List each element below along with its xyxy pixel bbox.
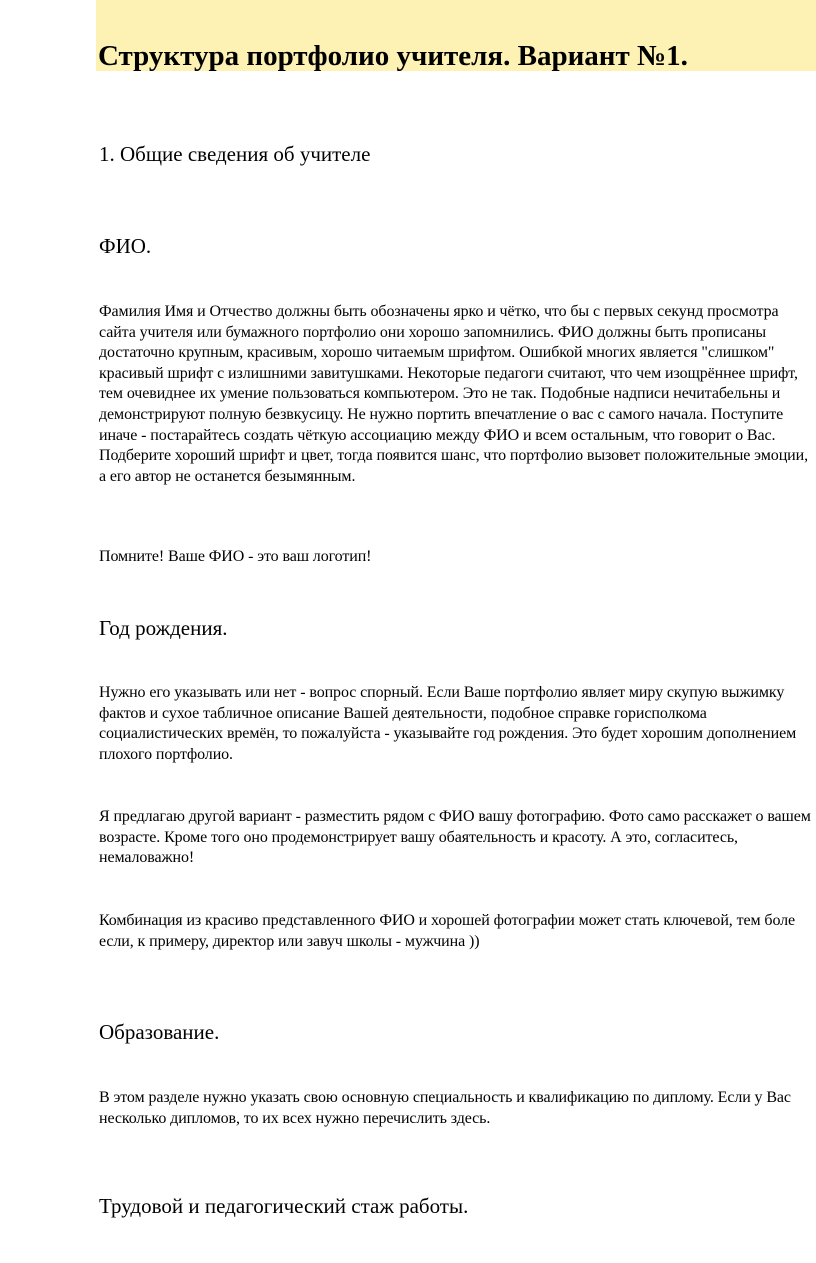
subheading-birth-year: Год рождения. xyxy=(99,616,228,640)
subheading-work-experience: Трудовой и педагогический стаж работы. xyxy=(99,1194,469,1218)
fio-paragraph: Фамилия Имя и Отчество должны быть обозначены ярко и чётко, что бы с первых секунд просмотра сайта учителя или бумажного портфолио они хорошо запомнились. ФИО должны быть прописаны достаточно крупным, красивым, хорошо читаемым шрифтом. Ошибкой многих является "слишком" красивый шрифт с излишними завитушками. Некоторые педагоги считают, что чем изощрённее шрифт, тем очевиднее их умение пользоваться компьютером. Это не так. Подобные надписи нечитабельны и демонстрируют полную безвкусицу. Не нужно портить впечатление о вас с самого начала. Поступите иначе - постарайтесь создать чёткую ассоциацию между ФИО и всем остальным, что говорит о Вас. Подберите хороший шрифт и цвет, тогда появится шанс, что портфолио вызовет положительные эмоции, а его автор не останется безымянным. xyxy=(99,303,808,485)
education-paragraph: В этом разделе нужно указать свою основную специальность и квалификацию по диплому. Если у Вас несколько дипломов, то их всех нужно перечислить здесь. xyxy=(99,1089,791,1127)
subheading-education: Образование. xyxy=(99,1020,220,1044)
birth-paragraph-2: Я предлагаю другой вариант - разместить рядом с ФИО вашу фотографию. Фото само расскажет о вашем возрасте. Кроме того оно продемонстрирует вашу обаятельность и красоту. А это, согласитесь, немаловажно! xyxy=(99,808,811,867)
fio-note: Помните! Ваше ФИО - это ваш логотип! xyxy=(99,548,372,565)
birth-paragraph-1: Нужно его указывать или нет - вопрос спорный. Если Ваше портфолио являет миру скупую выжимку фактов и сухое табличное описание Вашей деятельности, подобное справке горисполкома социалистических времён, то пожалуйста - указывайте год рождения. Это будет хорошим дополнением плохого портфолио. xyxy=(99,684,797,763)
document-title: Структура портфолио учителя. Вариант №1. xyxy=(98,40,688,72)
subheading-fio: ФИО. xyxy=(99,234,152,258)
birth-paragraph-3: Комбинация из красиво представленного ФИО и хорошей фотографии может стать ключевой, тем боле если, к примеру, директор или завуч школы - мужчина )) xyxy=(99,912,796,950)
section-heading-general-info: 1. Общие сведения об учителе xyxy=(99,142,371,166)
